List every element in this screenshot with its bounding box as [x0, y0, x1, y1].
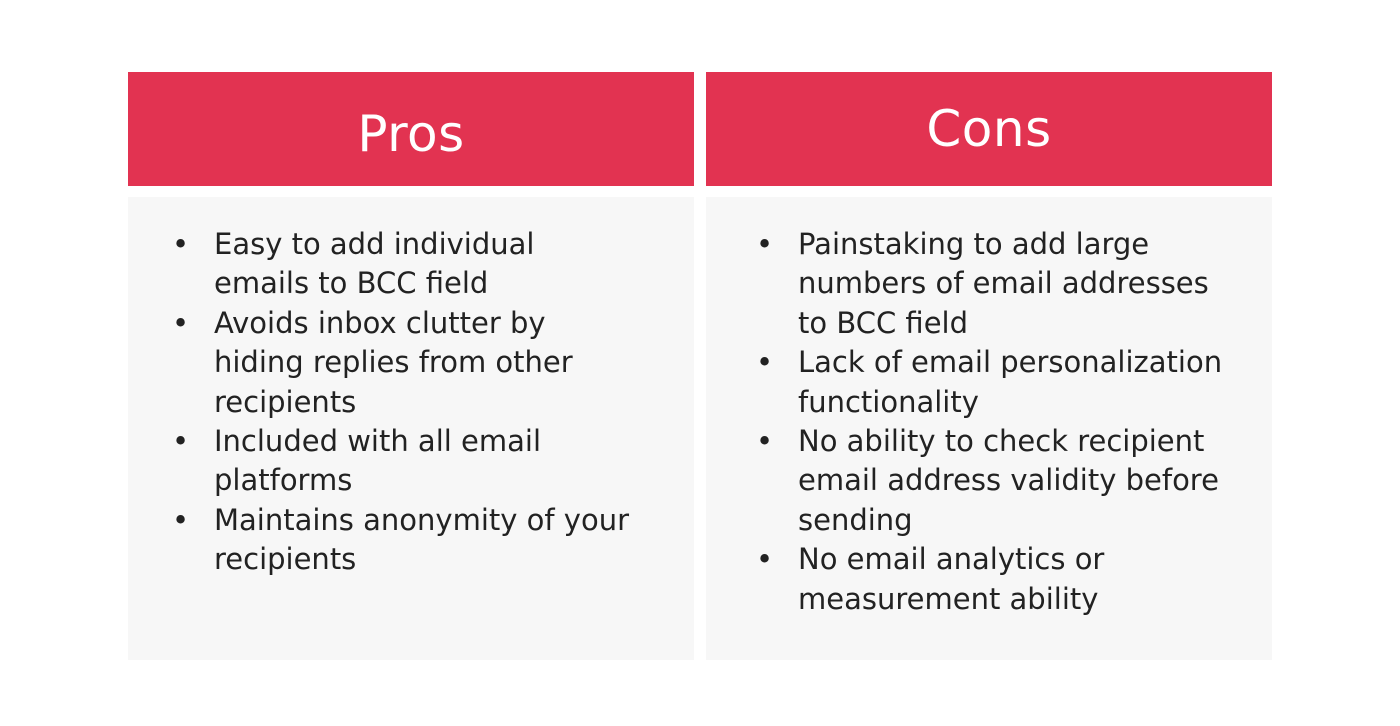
pros-body — [128, 197, 694, 660]
pros-item-text: Included with all email platforms — [214, 424, 542, 498]
bullet-icon: • — [756, 345, 774, 380]
pros-header — [128, 72, 694, 186]
pros-list-item — [172, 304, 634, 422]
bullet-icon: • — [172, 424, 190, 459]
cons-item-text: Painstaking to add large numbers of email addresses to BCC field — [798, 227, 1209, 340]
cons-list-item — [756, 540, 1228, 619]
cons-body — [706, 197, 1272, 660]
pros-item-text: Easy to add individual emails to BCC field — [214, 227, 535, 301]
cons-item-text: Lack of email personalization functionality — [798, 345, 1223, 419]
pros-item-text: Maintains anonymity of your recipients — [214, 502, 630, 577]
bullet-icon: • — [172, 227, 190, 261]
pros-title: Pros — [357, 105, 465, 163]
cons-item-text: No ability to check recipient email address validity before sending — [798, 424, 1219, 537]
bullet-icon: • — [172, 502, 190, 537]
cons-item-text: No email analytics or measurement ability — [798, 542, 1105, 616]
bullet-icon: • — [756, 542, 774, 577]
pros-item-text: Avoids inbox clutter by hiding replies from other recipients — [214, 305, 573, 419]
bullet-icon: • — [756, 227, 774, 261]
bullet-icon: • — [172, 305, 190, 340]
pros-list-item — [172, 422, 634, 501]
pros-list-item — [172, 225, 634, 304]
cons-header — [706, 72, 1272, 186]
bullet-icon: • — [756, 424, 774, 459]
cons-list-item — [756, 225, 1228, 343]
pros-column — [128, 72, 694, 660]
pros-list-item — [172, 501, 634, 580]
cons-list-item — [756, 343, 1228, 422]
cons-column — [706, 72, 1272, 660]
cons-list — [756, 225, 1272, 619]
cons-list-item — [756, 422, 1228, 540]
pros-list — [172, 225, 694, 580]
cons-title: Cons — [926, 100, 1052, 158]
